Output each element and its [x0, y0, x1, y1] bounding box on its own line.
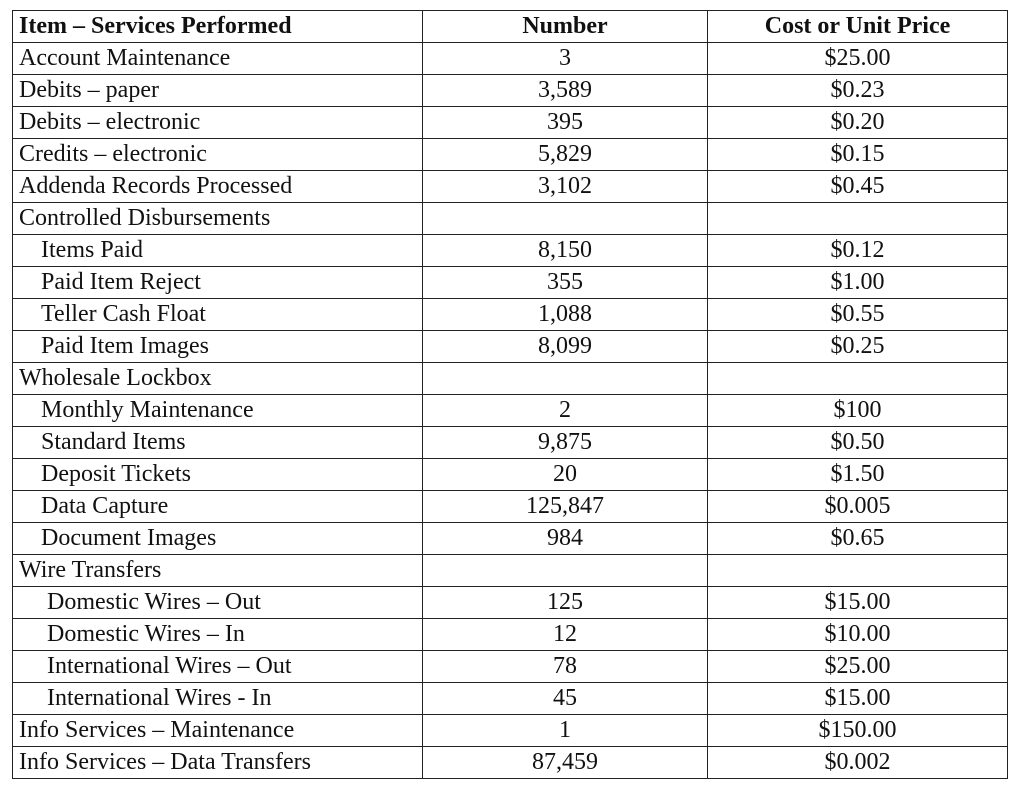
cell-item: Standard Items [13, 427, 423, 459]
table-row [13, 235, 1008, 267]
cell-number: 3 [423, 43, 708, 75]
table-row [13, 75, 1008, 107]
cell-price: $0.65 [708, 523, 1008, 555]
table-row [13, 459, 1008, 491]
cell-item: Debits – paper [13, 75, 423, 107]
cell-item: Domestic Wires – Out [13, 587, 423, 619]
cell-price [708, 363, 1008, 395]
cell-number: 395 [423, 107, 708, 139]
cell-number [423, 203, 708, 235]
cell-price: $0.15 [708, 139, 1008, 171]
cell-price [708, 555, 1008, 587]
table-row [13, 267, 1008, 299]
cell-price: $1.00 [708, 267, 1008, 299]
cell-number: 8,099 [423, 331, 708, 363]
services-table-container [12, 10, 1008, 779]
cell-number: 125 [423, 587, 708, 619]
cell-price: $100 [708, 395, 1008, 427]
table-row [13, 395, 1008, 427]
cell-number: 3,102 [423, 171, 708, 203]
table-row [13, 331, 1008, 363]
cell-number: 1 [423, 715, 708, 747]
cell-number: 78 [423, 651, 708, 683]
cell-item: Paid Item Images [13, 331, 423, 363]
table-row [13, 299, 1008, 331]
cell-number: 20 [423, 459, 708, 491]
cell-price: $15.00 [708, 587, 1008, 619]
table-row [13, 651, 1008, 683]
cell-item: Deposit Tickets [13, 459, 423, 491]
cell-number: 5,829 [423, 139, 708, 171]
services-table [12, 10, 1008, 779]
cell-number: 984 [423, 523, 708, 555]
cell-number: 125,847 [423, 491, 708, 523]
table-body [13, 43, 1008, 779]
cell-item: Monthly Maintenance [13, 395, 423, 427]
cell-item: Document Images [13, 523, 423, 555]
cell-price: $0.20 [708, 107, 1008, 139]
table-row [13, 587, 1008, 619]
table-row [13, 171, 1008, 203]
table-row [13, 203, 1008, 235]
table-row [13, 491, 1008, 523]
cell-number: 45 [423, 683, 708, 715]
cell-price: $1.50 [708, 459, 1008, 491]
cell-item: Data Capture [13, 491, 423, 523]
cell-number [423, 555, 708, 587]
table-row [13, 747, 1008, 779]
cell-price: $15.00 [708, 683, 1008, 715]
cell-number [423, 363, 708, 395]
table-row [13, 715, 1008, 747]
cell-item: Account Maintenance [13, 43, 423, 75]
cell-item: Domestic Wires – In [13, 619, 423, 651]
cell-price: $0.002 [708, 747, 1008, 779]
header-item: Item – Services Performed [13, 11, 423, 43]
cell-price: $0.25 [708, 331, 1008, 363]
cell-number: 12 [423, 619, 708, 651]
cell-number: 3,589 [423, 75, 708, 107]
table-row [13, 43, 1008, 75]
cell-price: $0.50 [708, 427, 1008, 459]
table-row [13, 139, 1008, 171]
cell-price: $25.00 [708, 43, 1008, 75]
header-row [13, 11, 1008, 43]
table-row [13, 427, 1008, 459]
cell-number: 8,150 [423, 235, 708, 267]
table-row [13, 683, 1008, 715]
cell-item: Paid Item Reject [13, 267, 423, 299]
cell-number: 9,875 [423, 427, 708, 459]
table-row [13, 107, 1008, 139]
cell-item: International Wires - In [13, 683, 423, 715]
cell-item: Addenda Records Processed [13, 171, 423, 203]
cell-price: $25.00 [708, 651, 1008, 683]
cell-item: Info Services – Data Transfers [13, 747, 423, 779]
cell-item: Controlled Disbursements [13, 203, 423, 235]
cell-item: Teller Cash Float [13, 299, 423, 331]
cell-item: Wire Transfers [13, 555, 423, 587]
cell-item: Debits – electronic [13, 107, 423, 139]
table-row [13, 363, 1008, 395]
cell-price [708, 203, 1008, 235]
cell-price: $0.45 [708, 171, 1008, 203]
cell-number: 355 [423, 267, 708, 299]
table-header [13, 11, 1008, 43]
header-price: Cost or Unit Price [708, 11, 1008, 43]
cell-number: 1,088 [423, 299, 708, 331]
cell-item: Info Services – Maintenance [13, 715, 423, 747]
header-number: Number [423, 11, 708, 43]
cell-price: $0.005 [708, 491, 1008, 523]
table-row [13, 555, 1008, 587]
table-row [13, 523, 1008, 555]
cell-price: $0.55 [708, 299, 1008, 331]
cell-price: $0.12 [708, 235, 1008, 267]
cell-item: Wholesale Lockbox [13, 363, 423, 395]
cell-item: Credits – electronic [13, 139, 423, 171]
cell-number: 2 [423, 395, 708, 427]
table-row [13, 619, 1008, 651]
cell-number: 87,459 [423, 747, 708, 779]
cell-price: $150.00 [708, 715, 1008, 747]
cell-item: International Wires – Out [13, 651, 423, 683]
cell-price: $10.00 [708, 619, 1008, 651]
cell-item: Items Paid [13, 235, 423, 267]
cell-price: $0.23 [708, 75, 1008, 107]
